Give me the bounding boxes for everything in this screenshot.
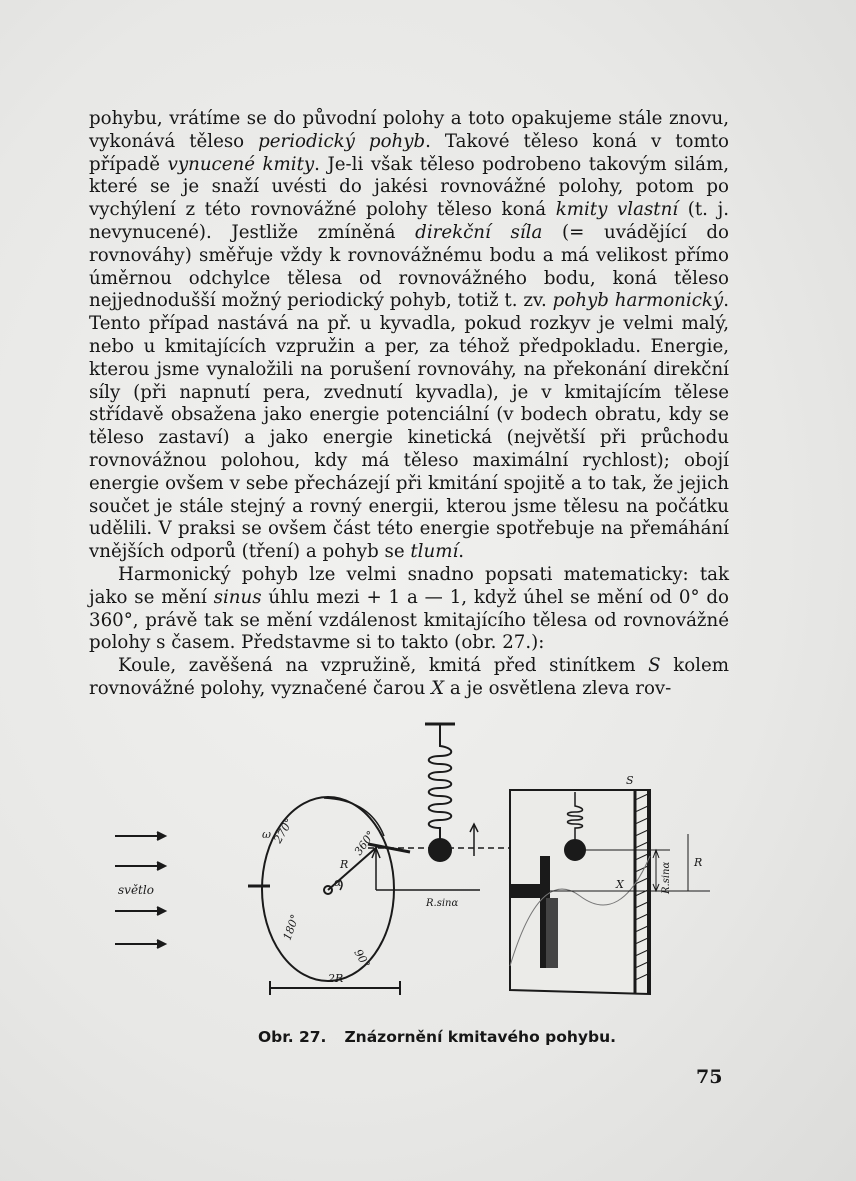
text-run: (= uvádějící do rovnováhy) směřuje vždy k rovnovážnému bodu a má velikost přímo úměrnou odchylce tělesa od rovnovážného bodu, koná těleso nejjednodušší možný periodický pohyb, totiž t. zv. [89, 221, 730, 312]
spring [425, 724, 455, 840]
label-angle-90: 90° [351, 947, 373, 971]
paragraph [89, 108, 729, 564]
label-radius: R [340, 858, 349, 871]
text-run: kolem rovnovážné polohy, vyznačené čarou [89, 655, 729, 699]
emphasized-term: kmity vlastní [555, 199, 679, 221]
page-number: 75 [696, 1066, 723, 1088]
paragraph [89, 655, 729, 701]
text-run: a je osvětlena zleva rov- [444, 677, 672, 699]
label-angle-360: 360° [351, 828, 378, 858]
emphasized-term: pohyb harmonický [552, 290, 724, 312]
label-alpha: α [334, 876, 342, 889]
text-run: Koule, zavěšená na vzpružině, kmitá před stinítkem [118, 655, 649, 677]
label-r-sin-alpha: R.sinα [426, 898, 459, 909]
label-two-r: 2R [328, 972, 344, 985]
emphasized-term: sinus [213, 586, 262, 608]
label-angle-180: 180° [280, 912, 302, 943]
label-rotation: ω [262, 828, 271, 841]
caption-text: Znázornění kmitavého pohybu. [344, 1028, 617, 1046]
emphasized-term: S [648, 655, 661, 677]
screen-s [510, 790, 710, 994]
body-text [89, 108, 729, 701]
emphasized-term: periodický pohyb [258, 130, 426, 152]
caption-label: Obr. 27. [257, 1028, 327, 1046]
text-run: . Takové těleso koná v tomto případě [89, 130, 729, 175]
emphasized-term: direkční síla [415, 221, 543, 243]
text-run: . [458, 541, 465, 563]
emphasized-term: X [431, 677, 445, 699]
text-run: úhlu mezi + 1 a — 1, když úhel se mění od 0° do 360°, právě tak se mění vzdálenost kmitajícího tělesa od rovnovážné polohy s časem. Představme si to takto (obr. 27.): [89, 586, 730, 654]
text-run: Harmonický pohyb lze velmi snadno popsati matematicky: tak jako se mění [89, 563, 729, 608]
label-x: X [616, 878, 624, 891]
label-light: světlo [118, 883, 154, 897]
text-run: . Tento případ nastává na př. u kyvadla, pokud rozkyv je velmi malý, nebo u kmitajících vzpružin a per, za téhož předpokladu. Energie, kterou jsme vynaložili na porušení rovnováhy, na překonání direkční síly (při napnutí pera, zvednutí kyvadla), je v kmitajícím tělese střídavě obsažena jako energie potenciální (v bodech obratu, kdy se těleso zastaví) a jako energie kinetická (největší při průchodu rovnovážnou polohou, kdy má těleso maximální rychlost); obojí energie ovšem v sebe přecházejí při kmitání spojitě a to tak, že jejich součet je stále stejný a rovný energii, kterou jsme tělesu na počátku udělili. V praksi se ovšem část této energie spotřebuje na přemáhání vnějších odporů (tření) a pohyb se [89, 290, 729, 563]
paragraph [89, 564, 729, 655]
figure-27 [110, 716, 710, 1016]
figure-caption [0, 1028, 856, 1046]
text-run: . Je-li však těleso podrobeno takovým silám, které se je snaží uvésti do jakési rovnovážné polohy, potom po vychýlení z této rovnovážné polohy těleso koná [89, 153, 730, 221]
label-angle-270: 270° [271, 816, 296, 846]
harmonic-motion-diagram [110, 716, 710, 1016]
label-screen: S [626, 774, 634, 787]
emphasized-term: vynucené kmity [167, 153, 315, 175]
oscillating-ball [429, 839, 451, 861]
text-run: pohybu, vrátíme se do původní polohy a toto opakujeme stále znovu, vykonává těleso [89, 108, 729, 152]
text-run: (t. j. nevynucené). Jestliže zmíněná [89, 199, 729, 243]
label-r-sin-vertical: R.sinα [661, 861, 672, 894]
label-r-right: R [694, 856, 703, 869]
emphasized-term: tlumí [410, 541, 459, 563]
